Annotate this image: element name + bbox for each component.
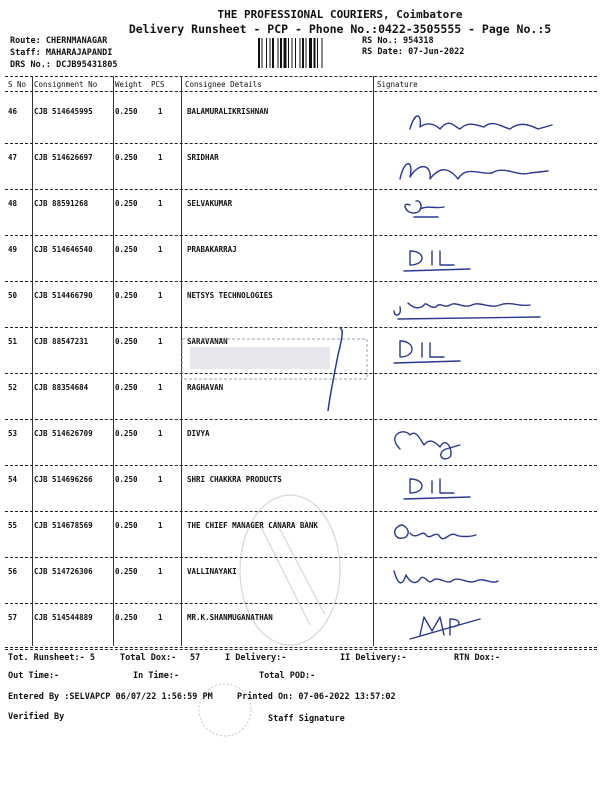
- row-sno: 57: [8, 613, 18, 622]
- row-weight: 0.250: [115, 199, 138, 208]
- row-pcs: 1: [158, 337, 163, 346]
- row-consignment: CJB 514626709: [34, 429, 93, 438]
- row-weight: 0.250: [115, 153, 138, 162]
- rs-no-line: [362, 36, 434, 46]
- row-pcs: 1: [158, 199, 163, 208]
- row-sno: 52: [8, 383, 18, 392]
- rtn-dox: RTN Dox:-: [454, 653, 501, 663]
- row-pcs: 1: [158, 245, 163, 254]
- row-signature: [380, 379, 590, 415]
- row-signature: [380, 287, 590, 323]
- barcode-image: [258, 38, 360, 68]
- row-consignment: CJB 514646540: [34, 245, 93, 254]
- row-sno: 46: [8, 107, 18, 116]
- total-pod: Total POD:-: [259, 671, 316, 681]
- barcode-bar: [322, 38, 323, 68]
- barcode-bar: [270, 38, 271, 68]
- pen-stroke: [318, 325, 358, 415]
- row-signature: [380, 103, 590, 139]
- table-row: [5, 419, 597, 465]
- table-row: [5, 143, 597, 189]
- col-signature: Signature: [377, 80, 418, 89]
- row-consignment: CJB 88547231: [34, 337, 89, 346]
- row-pcs: 1: [158, 291, 163, 300]
- header-rule: [5, 91, 597, 92]
- rs-date-value: 07-Jun-2022: [408, 47, 465, 57]
- row-sno: 54: [8, 475, 18, 484]
- row-consignee: SELVAKUMAR: [187, 199, 233, 208]
- ii-delivery: II Delivery:-: [340, 653, 407, 663]
- row-consignee: SHRI CHAKKRA PRODUCTS: [187, 475, 282, 484]
- row-consignee: THE CHIEF MANAGER CANARA BANK: [187, 521, 318, 530]
- row-pcs: 1: [158, 153, 163, 162]
- row-signature: [380, 149, 590, 185]
- table-row: [5, 281, 597, 327]
- route-label: Route:: [10, 36, 41, 46]
- runsheet-subtitle: Delivery Runsheet - PCP - Phone No.:0422-3505555 - Page No.:5: [128, 22, 552, 36]
- row-weight: 0.250: [115, 291, 138, 300]
- staff-line: [10, 48, 112, 58]
- row-consignee: DIVYA: [187, 429, 210, 438]
- row-signature: [380, 563, 590, 599]
- row-pcs: 1: [158, 567, 163, 576]
- drs-value: DCJB95431805: [56, 60, 118, 70]
- total-dox-value: 57: [190, 653, 201, 663]
- rs-no-value: 954318: [402, 36, 434, 46]
- barcode-bar: [288, 38, 289, 68]
- row-pcs: 1: [158, 613, 163, 622]
- staff-signature: Staff Signature: [268, 714, 345, 724]
- row-consignee: PRABAKARRAJ: [187, 245, 237, 254]
- printed-on: Printed On: 07-06-2022 13:57:02: [237, 692, 396, 702]
- row-signature: [380, 195, 590, 231]
- row-sno: 51: [8, 337, 18, 346]
- office-stamp: [230, 485, 350, 655]
- row-consignment: CJB 514466790: [34, 291, 93, 300]
- row-weight: 0.250: [115, 475, 138, 484]
- row-consignee: NETSYS TECHNOLOGIES: [187, 291, 273, 300]
- row-pcs: 1: [158, 107, 163, 116]
- staff-label: Staff:: [10, 48, 41, 58]
- row-consignment: CJB 514544889: [34, 613, 93, 622]
- i-delivery: I Delivery:-: [225, 653, 287, 663]
- company-title: THE PROFESSIONAL COURIERS, Coimbatore: [217, 8, 463, 21]
- barcode-bar: [284, 38, 287, 68]
- table-row: [5, 235, 597, 281]
- barcode-bar: [314, 38, 316, 68]
- barcode-bar: [295, 38, 296, 68]
- row-weight: 0.250: [115, 521, 138, 530]
- route-value: CHERNMANAGAR: [45, 36, 108, 46]
- row-sno: 53: [8, 429, 18, 438]
- row-pcs: 1: [158, 383, 163, 392]
- in-time: In Time:-: [133, 671, 180, 681]
- drs-line: [10, 60, 118, 70]
- row-pcs: 1: [158, 521, 163, 530]
- barcode-bar: [292, 38, 293, 68]
- row-signature: [380, 241, 590, 277]
- barcode-bar: [306, 38, 307, 68]
- row-consignment: CJB 514726306: [34, 567, 93, 576]
- row-consignment: CJB 88354684: [34, 383, 89, 392]
- row-sno: 56: [8, 567, 18, 576]
- row-weight: 0.250: [115, 383, 138, 392]
- row-pcs: 1: [158, 429, 163, 438]
- tot-runsheet: Tot. Runsheet:- 5: [8, 653, 95, 663]
- col-weight: Weight: [115, 80, 143, 89]
- row-weight: 0.250: [115, 567, 138, 576]
- row-sno: 50: [8, 291, 18, 300]
- row-signature: [380, 471, 590, 507]
- row-signature: [380, 517, 590, 553]
- row-pcs: 1: [158, 475, 163, 484]
- row-consignee: SARAVANAN: [187, 337, 228, 346]
- rs-no-label: RS No.:: [362, 36, 398, 46]
- row-consignment: CJB 88591268: [34, 199, 89, 208]
- row-sno: 49: [8, 245, 18, 254]
- barcode-bar: [302, 38, 304, 68]
- row-consignee: VALLINAYAKI: [187, 567, 237, 576]
- table-row: [5, 189, 597, 235]
- row-consignment: CJB 514696266: [34, 475, 93, 484]
- row-consignee: BALAMURALIKRISHNAN: [187, 107, 269, 116]
- row-sno: 55: [8, 521, 18, 530]
- office-stamp: [195, 680, 255, 740]
- row-signature: [380, 333, 590, 369]
- barcode-bar: [309, 38, 312, 68]
- col-sno: S No: [8, 80, 27, 89]
- col-pcs: PCS: [151, 80, 165, 89]
- rs-date-label: RS Date:: [362, 47, 403, 57]
- entered-by: Entered By :SELVAPCP 06/07/22 1:56:59 PM: [8, 692, 213, 702]
- row-weight: 0.250: [115, 107, 138, 116]
- row-weight: 0.250: [115, 337, 138, 346]
- row-consignment: CJB 514645995: [34, 107, 93, 116]
- staff-value: MAHARAJAPANDI: [45, 48, 113, 58]
- footer-rule: [5, 647, 597, 648]
- col-consignee: Consignee Details: [185, 80, 262, 89]
- row-consignee: RAGHAVAN: [187, 383, 224, 392]
- row-sno: 48: [8, 199, 18, 208]
- row-weight: 0.250: [115, 245, 138, 254]
- table-row: [5, 97, 597, 143]
- out-time: Out Time:-: [8, 671, 60, 681]
- col-consignment: Consignment No: [34, 80, 98, 89]
- row-sno: 47: [8, 153, 18, 162]
- total-dox-label: Total Dox:-: [120, 653, 177, 663]
- barcode-bar: [317, 38, 318, 68]
- row-consignment: CJB 514678569: [34, 521, 93, 530]
- row-consignee: SRIDHAR: [187, 153, 219, 162]
- barcode-bar: [262, 38, 263, 68]
- barcode-bar: [280, 38, 282, 68]
- barcode-bar: [278, 38, 279, 68]
- row-weight: 0.250: [115, 429, 138, 438]
- drs-label: DRS No.:: [10, 60, 51, 70]
- barcode-bar: [272, 38, 274, 68]
- route-line: [10, 36, 107, 46]
- barcode-bar: [258, 38, 260, 68]
- row-weight: 0.250: [115, 613, 138, 622]
- barcode-bar: [266, 38, 267, 68]
- row-signature: [380, 425, 590, 461]
- verified-by: Verified By: [8, 712, 65, 722]
- rs-date-line: [362, 47, 464, 57]
- table-top-rule: [5, 76, 597, 77]
- row-consignee: MR.K.SHANMUGANATHAN: [187, 613, 273, 622]
- row-consignment: CJB 514626697: [34, 153, 93, 162]
- row-signature: [380, 609, 590, 645]
- barcode-bar: [300, 38, 301, 68]
